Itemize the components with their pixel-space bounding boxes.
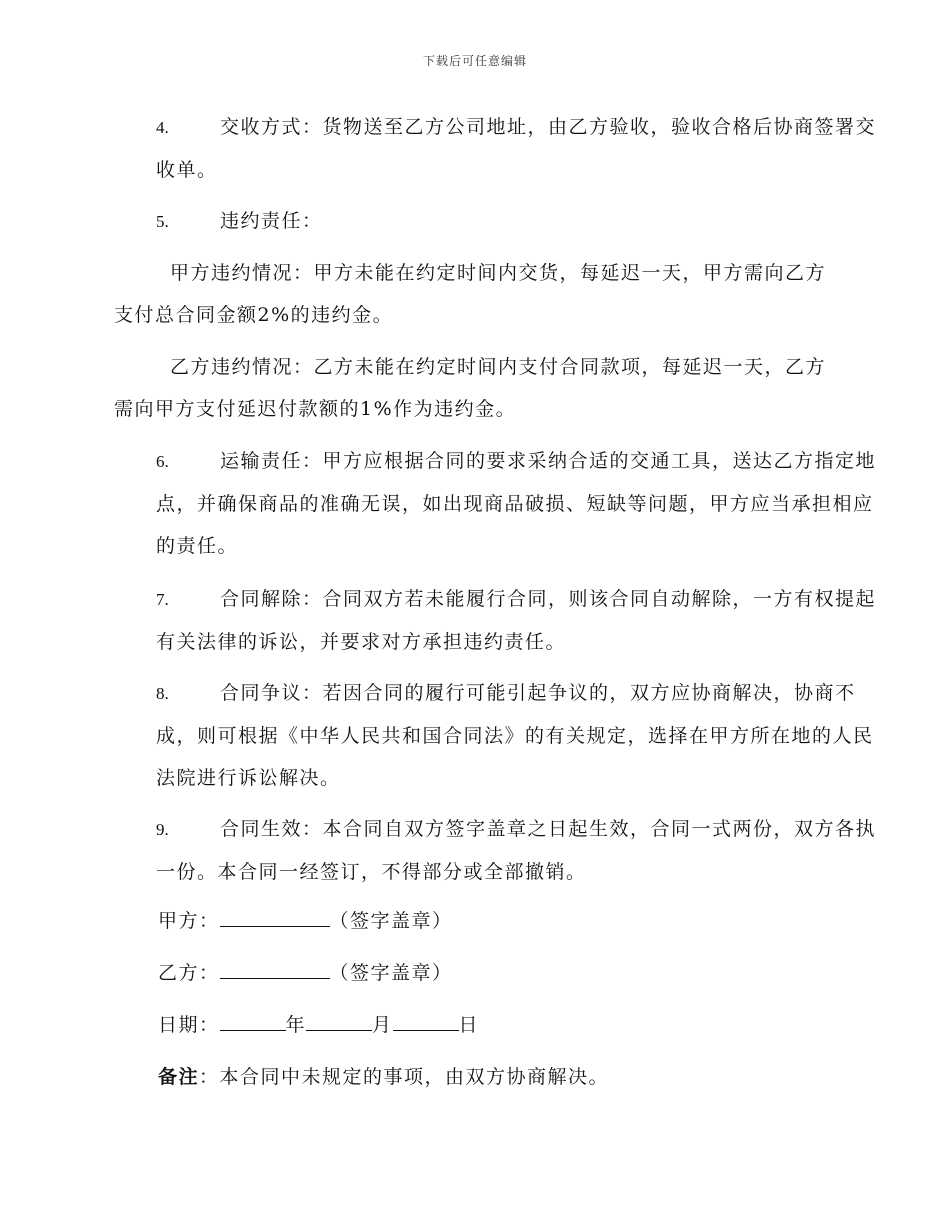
clause-text: 合同生效：本合同自双方签字盖章之日起生效，合同一式两份，双方各执一份。本合同一经签订，不得部分或全部撤销。 (156, 818, 877, 883)
clause-6 (114, 440, 876, 567)
month-blank[interactable] (306, 1008, 372, 1031)
clause-8 (114, 672, 876, 799)
clause-text: 合同争议：若因合同的履行可能引起争议的，双方应协商解决，协商不成，则可根据《中华人民共和国合同法》的有关规定，选择在甲方所在地的人民法院进行诉讼解决。 (156, 682, 874, 789)
party-a-label: 甲方： (158, 910, 220, 932)
party-b-signature (114, 952, 878, 994)
party-a-breach: 甲方违约情况：甲方未能在约定时间内交货，每延迟一天，甲方需向乙方支付总合同金额2%的违约金。 (114, 262, 827, 326)
date-label: 日期： (158, 1014, 220, 1036)
clause-number: 5. (156, 212, 169, 231)
party-a-signature-blank[interactable] (220, 904, 330, 927)
clause-text: 交收方式：货物送至乙方公司地址，由乙方验收，验收合格后协商签署交收单。 (156, 116, 877, 181)
remark (114, 1056, 878, 1098)
clause-number: 7. (156, 590, 169, 609)
clause-number: 4. (156, 118, 169, 137)
page-header: 下载后可任意编辑 (422, 54, 527, 68)
clause-number: 9. (156, 820, 169, 839)
clause-text: 合同解除：合同双方若未能履行合同，则该合同自动解除，一方有权提起有关法律的诉讼，并要求对方承担违约责任。 (156, 588, 877, 653)
party-b-label: 乙方： (158, 962, 220, 984)
clause-number: 6. (156, 452, 169, 471)
month-label: 月 (372, 1014, 393, 1036)
remark-label: 备注 (158, 1066, 200, 1088)
party-b-signature-blank[interactable] (220, 956, 330, 979)
clause-4 (114, 106, 876, 191)
clause-text: 运输责任：甲方应根据合同的要求采纳合适的交通工具，送达乙方指定地点，并确保商品的准确无误，如出现商品破损、短缺等问题，甲方应当承担相应的责任。 (156, 450, 877, 557)
party-b-note: （签字盖章） (329, 962, 453, 984)
clause-number: 8. (156, 684, 169, 703)
clause-7 (114, 578, 876, 663)
day-blank[interactable] (393, 1008, 459, 1031)
party-a-note: （签字盖章） (329, 910, 453, 932)
clause-text: 违约责任： (220, 210, 323, 232)
year-label: 年 (285, 1014, 307, 1036)
clause-5 (114, 200, 876, 243)
party-b-breach: 乙方违约情况：乙方未能在约定时间内支付合同款项，每延迟一天，乙方需向甲方支付延迟付款额的1%作为违约金。 (114, 356, 827, 420)
day-label: 日 (458, 1014, 480, 1036)
remark-text: ：本合同中未规定的事项，由双方协商解决。 (199, 1066, 610, 1088)
party-a-signature (114, 900, 878, 942)
clause-9 (114, 808, 876, 893)
date-line (114, 1004, 878, 1046)
year-blank[interactable] (220, 1008, 286, 1031)
